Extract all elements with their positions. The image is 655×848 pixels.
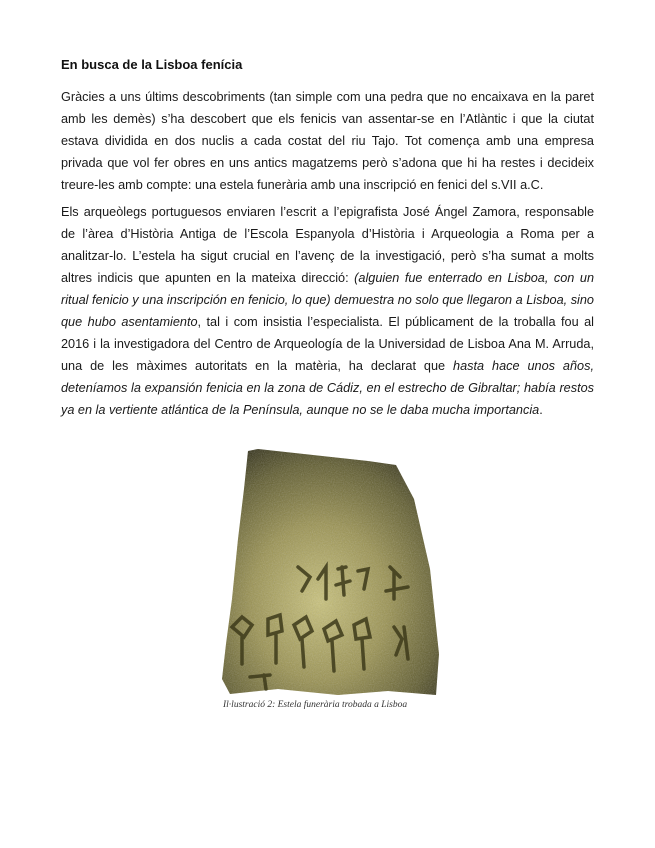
paragraph-2-text-c: .: [539, 403, 543, 417]
paragraph-2-text-a: Els arqueòlegs portuguesos enviaren l’escrit a l’epigrafista José Ángel Zamora, responsable de l’àrea d’Història Antiga de l’Escola Espanyola d’Història i Arqueologia a Roma per a analitzar-lo. L’estela ha sigut crucial en l’avenç de la investigació, però s’ha sumat a molts altres indicis que apunten en la mateixa direcció:: [61, 205, 594, 285]
quote-2: hasta hace unos años, deteníamos la expansión fenicia en la zona de Cádiz, en el estrecho de Gibraltar; había restos ya en la vertiente atlántica de la Península, aunque no se le daba mucha importancia: [61, 359, 594, 417]
figure-caption: Il·lustració 2: Estela funerària trobada a Lisboa: [223, 700, 408, 710]
quote-1: (alguien fue enterrado en Lisboa, con un ritual fenicio y una inscripción en fenicio, lo que) demuestra no solo que llegaron a Lisboa, sino que hubo asentamiento: [61, 271, 595, 329]
paragraph-2-text-b: , tal i com insistia l’especialista. El públicament de la troballa fou al 2016 i la investigadora del Centro de Arqueología de la Universidad de Lisboa Ana M. Arruda, una de les màximes autoritats en la matèria, ha declarat que: [61, 315, 594, 373]
document-body: [61, 56, 594, 426]
paragraph-2: [61, 201, 594, 421]
stele-image: [218, 449, 448, 697]
article-title: En busca de la Lisboa fenícia: [61, 57, 243, 72]
paragraph-1: Gràcies a uns últims descobriments (tan simple com una pedra que no encaixava en la paret amb les demès) s’ha descobert que els fenicis van assentar-se en l’Atlàntic i que la ciutat estava dividida en dos nuclis a cada costat del riu Tajo. Tot comença amb una empresa privada que vol fer obres en uns antics magatzems però s’adona que hi ha restes i decideix treure-les amb compte: una estela funerària amb una inscripció en fenici del s.VII a.C.: [61, 90, 594, 192]
